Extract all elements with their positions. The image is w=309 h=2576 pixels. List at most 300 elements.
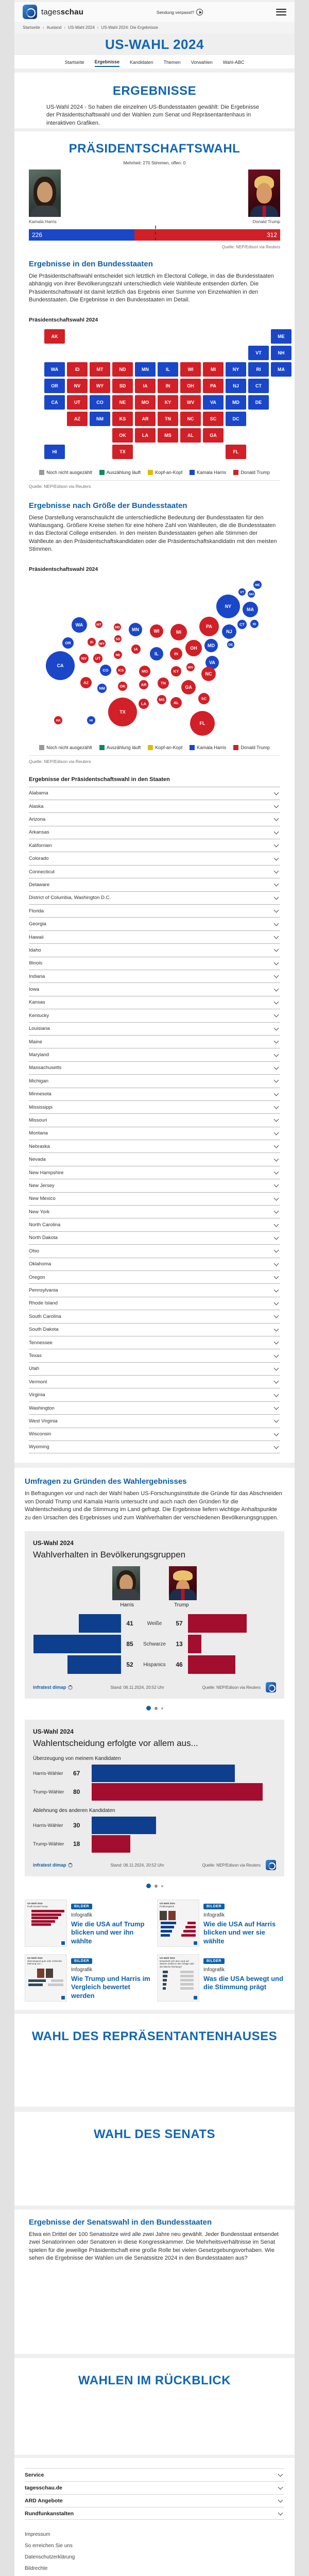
state-accordion-row[interactable] [29,1323,280,1336]
state-circle-FL[interactable] [190,711,215,736]
state-name: Oregon [29,1274,45,1280]
state-accordion-row[interactable] [29,930,280,943]
state-name: Maine [29,1039,42,1045]
state-circle-NE[interactable] [114,651,122,659]
state-circle-SC[interactable] [198,693,210,704]
chart-decision [25,1720,284,1876]
svg-text:OK: OK [119,684,126,689]
chevron-down-icon [274,1444,279,1449]
state-circle-KS[interactable] [116,666,126,675]
hamburger-menu-icon[interactable] [276,9,286,15]
state-tile-AZ[interactable] [67,412,88,426]
carousel-dot-2[interactable] [154,1707,158,1710]
teaser-title[interactable]: Wie die USA auf Harris blicken und wer sie wählte [203,1920,276,1945]
svg-text:IN: IN [174,651,178,656]
state-accordion-row[interactable] [29,1258,280,1270]
state-accordion-row[interactable] [29,1283,280,1296]
state-tile-NM[interactable] [90,412,110,426]
state-circle-CA[interactable] [46,651,75,680]
state-tile-CO[interactable] [90,395,110,410]
state-circle-MA[interactable] [243,602,258,617]
state-tile-IN[interactable] [158,379,178,393]
state-accordion-row[interactable] [29,957,280,970]
state-accordion-row[interactable] [29,1035,280,1048]
brand-bold: schau [60,7,84,16]
state-circle-GA[interactable] [181,680,196,694]
state-circle-AL[interactable] [170,697,182,708]
state-circle-DE[interactable] [227,641,234,648]
footer-accordion-ard-angebote[interactable] [25,2494,284,2507]
state-tile-KS[interactable] [112,412,133,426]
state-accordion-row[interactable] [29,800,280,812]
state-circle-MN[interactable] [129,623,142,636]
state-circle-NV[interactable] [79,654,89,663]
state-name: Wyoming [29,1444,49,1450]
state-accordion-row[interactable] [29,1100,280,1113]
state-accordion-row[interactable] [29,1310,280,1323]
state-accordion-row[interactable] [29,1088,280,1100]
chart1-title: Wahlverhalten in Bevölkerungsgruppen [33,1550,186,1560]
svg-text:NV: NV [81,656,87,661]
state-name: Massachusetts [29,1065,62,1071]
state-accordion-row[interactable] [29,1428,280,1440]
state-circle-IA[interactable] [131,645,141,654]
legend-swatch [99,745,105,750]
chevron-down-icon [274,1130,279,1135]
teaser-card[interactable] [25,1900,152,1947]
state-circle-TN[interactable] [158,677,169,689]
state-tile-MO[interactable] [135,395,156,410]
state-name: Kalifornien [29,842,52,849]
state-accordion-row[interactable] [29,1218,280,1231]
harris-votes: 226 [32,231,43,239]
svg-text:NJ: NJ [226,629,232,634]
state-tile-ID[interactable] [67,362,88,377]
chart1-photos [33,1566,276,1600]
teaser-thumbnail: US-Wahl 2024 Überwiegend gute oder schlechte Meinung von... [25,1954,67,2002]
state-accordion-row[interactable] [29,970,280,982]
chevron-down-icon [278,2510,283,2515]
chart1-row [33,1654,276,1675]
state-circle-LA[interactable] [139,699,149,709]
state-tile-VA[interactable] [203,395,224,410]
state-tile-OR[interactable] [44,379,65,393]
carousel-dot-2[interactable] [154,1885,158,1888]
chevron-down-icon [274,1300,279,1305]
chevron-down-icon [274,1091,279,1096]
tab-wahl-abc[interactable]: Wahl-ABC [222,59,245,65]
svg-text:IL: IL [154,651,159,656]
state-tile-NJ[interactable] [226,379,246,393]
state-tile-MT[interactable] [90,362,110,377]
svg-text:SD: SD [115,637,121,641]
tab-vorwahlen[interactable]: Vorwahlen [191,59,213,65]
state-circle-MT[interactable] [95,621,102,628]
state-circle-NM[interactable] [97,684,107,693]
dem-bar[interactable] [92,1765,235,1782]
cartogram-source: Quelle: NEP/Edison via Reuters [29,755,280,764]
state-circle-SD[interactable] [114,635,122,642]
state-circle-MD[interactable] [204,639,218,652]
svg-text:MT: MT [96,366,104,372]
footer-link-impressum[interactable]: Impressum [25,2532,50,2537]
state-circle-OR[interactable] [62,637,74,649]
chevron-down-icon [274,1431,279,1436]
svg-text:OK: OK [119,432,126,438]
footer-link-so-erreichen-sie-uns[interactable]: So erreichen Sie uns [25,2543,73,2549]
state-name: Arkansas [29,829,49,836]
size-section-heading[interactable]: Ergebnisse nach Größe der Bundesstaaten [29,501,187,510]
state-accordion-row[interactable] [29,1061,280,1074]
senatswahl-heading[interactable]: Ergebnisse der Senatswahl in den Bundesstaaten [29,2218,212,2227]
state-accordion-row[interactable] [29,1414,280,1427]
state-tile-MS[interactable] [158,428,178,443]
state-tile-HI[interactable] [44,445,65,459]
tab-startseite[interactable]: Startseite [64,59,84,65]
rep-bar[interactable] [92,1783,263,1801]
svg-text:WV: WV [186,399,195,405]
state-circle-WI[interactable] [150,624,163,638]
svg-text:IN: IN [165,383,170,388]
harris-bar[interactable] [67,1655,121,1674]
teaser-card[interactable] [157,1900,284,1947]
state-circle-MI[interactable] [170,624,187,640]
state-tile-ND[interactable] [112,362,133,377]
carousel-dots-2[interactable] [25,1884,284,1888]
rep-bar[interactable] [92,1835,130,1853]
state-name: Delaware [29,882,50,888]
state-circle-AK[interactable] [54,716,62,724]
state-tile-MA[interactable] [271,362,291,377]
state-circle-OK[interactable] [118,682,127,691]
state-circle-MS[interactable] [157,695,166,704]
state-accordion-row[interactable] [29,1244,280,1257]
chevron-down-icon [274,1156,279,1161]
state-circle-NC[interactable] [201,667,216,681]
legend-item [190,470,226,475]
teaser-card[interactable] [157,1954,284,2002]
legend-item [148,745,182,750]
svg-text:MI: MI [176,629,181,635]
svg-text:CO: CO [102,668,109,673]
state-accordion-row[interactable] [29,1440,280,1453]
breadcrumb-item[interactable]: US-Wahl 2024: Die Ergebnisse [101,25,158,30]
state-tile-AL[interactable] [180,428,201,443]
state-accordion-row[interactable] [29,1362,280,1375]
state-name: New York [29,1209,50,1215]
legend-swatch [233,470,238,475]
svg-text:MA: MA [247,606,254,612]
state-tile-NV[interactable] [67,379,88,393]
state-accordion-row[interactable] [29,917,280,930]
state-name: Alaska [29,803,44,809]
state-tile-NC[interactable] [180,412,201,426]
state-circle-ME[interactable] [253,581,262,589]
state-tile-SD[interactable] [112,379,133,393]
state-tile-MN[interactable] [135,362,156,377]
chart1-source: Quelle: NEP/Edison via Reuters [202,1685,261,1690]
state-accordion-row[interactable] [29,1140,280,1153]
state-accordion-row[interactable] [29,1048,280,1061]
site-footer [14,2458,295,2576]
tab-ergebnisse[interactable]: Ergebnisse [95,57,120,67]
state-circle-TX[interactable] [108,698,137,726]
state-tile-NY[interactable] [226,362,246,377]
state-name: Kansas [29,999,45,1006]
state-accordion-row[interactable] [29,1231,280,1244]
chevron-down-icon [274,960,279,965]
teaser-title[interactable]: Wie die USA auf Trump blicken und wer ihn wählte [71,1920,145,1945]
state-accordion-row[interactable] [29,904,280,917]
state-accordion-row[interactable] [29,943,280,956]
legend-swatch [99,470,105,475]
footer-link-bildrechte[interactable]: Bildrechte [25,2566,48,2571]
sendung-verpasst-link[interactable] [83,9,276,15]
state-tile-IA[interactable] [135,379,156,393]
state-accordion-row[interactable] [29,1270,280,1283]
state-accordion-row[interactable] [29,996,280,1009]
svg-text:VA: VA [210,399,216,405]
tab-themen[interactable]: Themen [163,59,181,65]
state-name: Iowa [29,987,40,993]
carousel-dot-1[interactable] [146,1884,151,1888]
dem-bar[interactable] [92,1817,156,1834]
state-accordion-row[interactable] [29,1388,280,1401]
legend-label: Donald Trump [241,744,270,750]
state-accordion-row[interactable] [29,865,280,878]
state-tile-LA[interactable] [135,428,156,443]
svg-text:HI: HI [89,718,93,722]
state-accordion-row[interactable] [29,1205,280,1218]
state-tile-UT[interactable] [67,395,88,410]
category-label: Hispanics [143,1662,166,1668]
svg-text:LA: LA [141,701,146,706]
state-name: Oklahoma [29,1261,52,1267]
state-tile-IL[interactable] [158,362,178,377]
breadcrumb [14,22,295,33]
footer-accordion-service[interactable] [25,2468,284,2481]
svg-text:NY: NY [225,603,232,609]
map-source: Quelle: NEP/Edison via Reuters [29,480,280,489]
state-tile-MD[interactable] [226,395,246,410]
svg-text:TN: TN [165,416,171,421]
teaser-card[interactable] [25,1954,152,2002]
state-name: New Jersey [29,1182,55,1189]
state-tile-WV[interactable] [180,395,201,410]
state-circle-WV[interactable] [186,663,195,671]
state-accordion-row[interactable] [29,1179,280,1192]
state-tile-NH[interactable] [271,346,291,360]
svg-text:PA: PA [206,623,212,629]
state-tile-RI[interactable] [248,362,269,377]
state-circle-CT[interactable] [237,620,247,629]
state-accordion-row[interactable] [29,826,280,839]
tagesschau-logo-icon[interactable] [23,5,37,19]
teaser-title[interactable]: Wie Trump und Harris im Vergleich bewertet werden [71,1975,150,1999]
state-tile-WY[interactable] [90,379,110,393]
tagesschau-mini-square-icon [61,1996,65,1999]
svg-text:LA: LA [142,432,148,438]
voter-group-value: 18 [73,1840,80,1848]
state-accordion-row[interactable] [29,891,280,904]
state-tile-AK[interactable] [44,329,65,344]
state-accordion-row[interactable] [29,1127,280,1140]
state-accordion-row[interactable] [29,1349,280,1362]
state-circle-WY[interactable] [98,640,106,647]
state-tile-AR[interactable] [135,412,156,426]
svg-text:KS: KS [119,416,126,421]
harris-bar[interactable] [79,1614,121,1633]
svg-text:MA: MA [278,366,285,372]
state-tile-SC[interactable] [203,412,224,426]
trump-electoral-bar[interactable] [134,229,280,241]
state-tile-GA[interactable] [203,428,224,443]
carousel-dot-3[interactable] [161,1885,163,1887]
footer-accordion-tagesschau-de[interactable] [25,2481,284,2494]
svg-text:ND: ND [115,625,120,629]
state-accordion-row[interactable] [29,1153,280,1165]
trump-bar[interactable] [188,1635,201,1653]
states-section-heading[interactable]: Ergebnisse in den Bundesstaaten [29,260,153,268]
state-accordion-row[interactable] [29,878,280,891]
state-accordion-row[interactable] [29,982,280,995]
state-accordion-row[interactable] [29,1192,280,1205]
state-circle-ND[interactable] [114,623,121,631]
state-circle-CO[interactable] [100,665,111,676]
brand-wordmark[interactable] [41,8,83,16]
play-icon[interactable] [196,9,203,15]
chevron-down-icon [274,1313,279,1318]
senatswahl-card [14,2210,295,2354]
state-circle-NJ[interactable] [222,624,236,639]
teaser-title[interactable]: Was die USA bewegt und die Stimmung prägt [203,1975,284,1991]
svg-text:WI: WI [153,628,160,634]
harris-bar[interactable] [33,1635,121,1653]
category-label: Schwarze [143,1641,166,1647]
state-tile-KY[interactable] [158,395,178,410]
state-name: Alabama [29,790,48,796]
trump-bar[interactable] [188,1614,247,1633]
state-circle-HI[interactable] [87,716,95,724]
state-circle-AZ[interactable] [80,677,92,688]
state-tile-TX[interactable] [112,445,133,459]
state-tile-OH[interactable] [180,379,201,393]
footer-accordion-label: Rundfunkanstalten [25,2510,74,2517]
breadcrumb-item[interactable]: US-Wahl 2024 [68,25,95,30]
state-tile-PA[interactable] [203,379,224,393]
voter-group-value: 80 [73,1788,80,1795]
state-accordion-row[interactable] [29,1401,280,1414]
svg-text:VT: VT [255,350,262,355]
trump-value: 57 [176,1620,183,1627]
state-circle-IL[interactable] [150,647,163,660]
state-circle-MO[interactable] [139,666,150,677]
teaser-grid [25,1900,284,2002]
state-accordion-row[interactable] [29,1113,280,1126]
state-accordion-row[interactable] [29,1336,280,1349]
tagesschau-mini-square-icon [194,1996,197,1999]
svg-text:MN: MN [132,626,139,632]
state-tile-CA[interactable] [44,395,65,410]
carousel-dots-1[interactable] [25,1706,284,1710]
carousel-dot-1[interactable] [146,1706,151,1710]
state-accordion-row[interactable] [29,839,280,852]
repraesentantenhaus-card [14,2014,295,2107]
state-tile-WA[interactable] [44,362,65,377]
state-circle-VT[interactable] [238,588,246,596]
footer-accordion [25,2468,284,2520]
state-tile-OK[interactable] [112,428,133,443]
state-accordion-row[interactable] [29,1375,280,1388]
footer-link-datenschutzerkl-rung[interactable]: Datenschutzerklärung [25,2554,75,2560]
us-choropleth-map [29,327,285,465]
state-tile-NE[interactable] [112,395,133,410]
state-circle-AR[interactable] [139,680,148,689]
state-accordion-row[interactable] [29,852,280,865]
teaser-kicker: Infografik [71,1967,93,1973]
state-accordion-row[interactable] [29,787,280,800]
state-tile-CT[interactable] [248,379,269,393]
state-name: Vermont [29,1379,47,1385]
state-tile-DC[interactable] [226,412,246,426]
state-accordion-row[interactable] [29,1166,280,1179]
state-accordion-row[interactable] [29,812,280,825]
state-tile-MI[interactable] [203,362,224,377]
state-accordion-row[interactable] [29,1074,280,1087]
svg-text:MD: MD [232,399,239,405]
umfragen-heading[interactable]: Umfragen zu Gründen des Wahlergebnisses [25,1477,187,1486]
tab-kandidaten[interactable]: Kandidaten [130,59,153,65]
state-accordion-row[interactable] [29,1009,280,1022]
voter-group-label: Harris-Wähler [33,1822,63,1828]
state-tile-WI[interactable] [180,362,201,377]
state-tile-VT[interactable] [248,346,269,360]
state-name: Indiana [29,973,45,979]
trump-bar[interactable] [188,1655,235,1674]
footer-accordion-rundfunkanstalten[interactable] [25,2507,284,2520]
carousel-dot-3[interactable] [161,1707,163,1709]
chevron-down-icon [274,1222,279,1227]
breadcrumb-item[interactable]: Ausland [46,25,62,30]
chart1-row [33,1613,276,1634]
state-accordion-row[interactable] [29,1297,280,1310]
breadcrumb-item[interactable]: Startseite [23,25,40,30]
state-tile-TN[interactable] [158,412,178,426]
chevron-down-icon [274,894,279,900]
state-circle-PA[interactable] [199,617,219,636]
state-tile-ME[interactable] [271,329,291,344]
state-circle-RI[interactable] [250,620,259,628]
state-circle-KY[interactable] [171,666,181,676]
umfragen-text: In Befragungen vor und nach der Wahl haben US-Forschungsinstitute die Gründe für das Abschneiden von Donald Trump und Kamala Harris untersucht und auch nach den Gründen für die Wahlentscheidung und die Stimmung im Land gefragt. Die Ergebnisse liefern wichtige Anhaltspunkte zu den Ursachen des Ergebnisses und zum Wahlverhalten der verschiedenen Bevölkerungsgruppen. [25,1490,282,1521]
state-tile-FL[interactable] [226,445,246,459]
state-circle-NY[interactable] [216,595,240,618]
chevron-down-icon [274,1078,279,1083]
state-circle-UT[interactable] [93,654,102,663]
harris-electoral-bar[interactable] [29,229,134,241]
state-accordion-row[interactable] [29,1022,280,1035]
state-circle-ID[interactable] [88,638,96,646]
legend-item [99,745,141,750]
chevron-down-icon [274,947,279,952]
state-circle-IN[interactable] [170,648,182,660]
state-tile-DE[interactable] [248,395,269,410]
svg-text:AL: AL [174,700,179,705]
size-section-text: Diese Darstellung veranschaulicht die unterschiedliche Bedeutung der Bundesstaaten für den Wahlausgang. Größere Kreise stehen für eine höhere Zahl von Wahlleuten, die die Bundesstaaten in das Electoral College entsenden. In den meisten Bundesstaaten gehen alle Stimmen der Wahlleute an den Präsidentschaftskandidaten oder die Präsidentschaftskandidatin mit den meisten Stimmen. [29,514,277,553]
state-circle-NH[interactable] [248,590,255,598]
state-circle-OH[interactable] [185,640,202,656]
state-circle-WA[interactable] [72,617,87,633]
